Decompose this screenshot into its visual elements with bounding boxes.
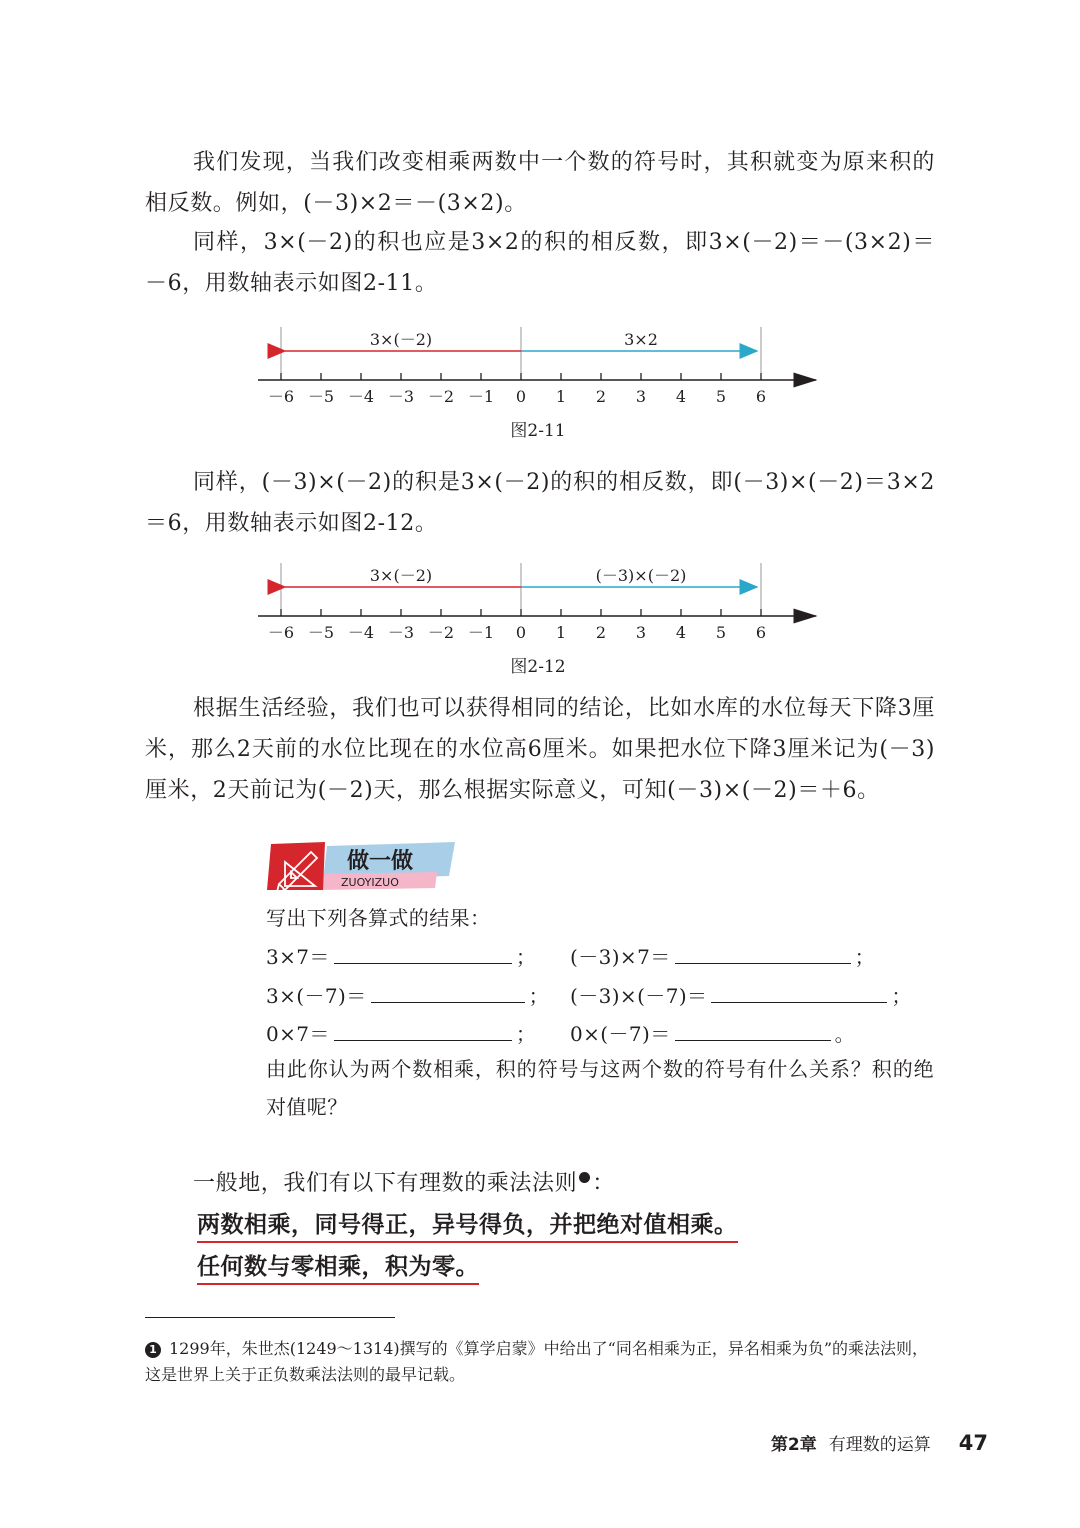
left-arrow-label: 3×(－2) [369, 330, 433, 349]
footnote-text: 1299年，朱世杰(1249～1314)撰写的《算学启蒙》中给出了“同名相乘为正，异名相乘为负”的乘法法则，这是世界上关于正负数乘法法则的最早记载。 [145, 1339, 929, 1384]
footnote [145, 1336, 935, 1388]
tick-label: 6 [755, 623, 767, 642]
tick-label: 5 [715, 623, 727, 642]
left-arrow-label: 3×(－2) [369, 566, 433, 585]
paragraph-3: 同样，(－3)×(－2)的积是3×(－2)的积的相反数，即(－3)×(－2)＝3×2＝6，用数轴表示如图2-12。 [145, 470, 935, 536]
exercise-instruction: 写出下列各算式的结果： [266, 906, 491, 930]
page-number: 47 [958, 1431, 988, 1455]
paragraph-4: 根据生活经验，我们也可以获得相同的结论，比如水库的水位每天下降3厘米，那么2天前的水位比现在的水位高6厘米。如果把水位下降3厘米记为(－3)厘米，2天前记为(－2)天，那么根据实际意义，可知(－3)×(－2)＝＋6。 [145, 696, 935, 803]
tick-label: －4 [347, 387, 375, 406]
paragraph-2: 同样，3×(－2)的积也应是3×2的积的相反数，即3×(－2)＝－(3×2)＝－6，用数轴表示如图2-11。 [145, 230, 935, 296]
chapter-title: 有理数的运算 [828, 1435, 931, 1455]
footnote-reference-icon[interactable]: 1 [579, 1172, 590, 1183]
paragraph-1: 我们发现，当我们改变相乘两数中一个数的符号时，其积就变为原来积的相反数。例如，(－3)×2＝－(3×2)。 [145, 150, 935, 216]
expression: 0×7＝ [266, 1022, 330, 1046]
punct: ； [515, 945, 537, 969]
tick-label: 3 [635, 387, 647, 406]
exercise-item-3-left [266, 1016, 536, 1052]
paragraph-5 [145, 1163, 935, 1204]
expression: (－3)×(－7)＝ [570, 984, 708, 1008]
tick-label: －4 [347, 623, 375, 642]
tick-label: －1 [467, 623, 495, 642]
multiplication-rule-1: 两数相乘，同号得正，异号得负，并把绝对值相乘。 [197, 1206, 738, 1243]
exercise-title: 做一做 [347, 849, 414, 874]
tick-group [268, 609, 766, 642]
answer-blank[interactable] [711, 978, 887, 1003]
tick-label: －2 [427, 623, 455, 642]
figure-caption-2-12: 图2-12 [510, 657, 566, 677]
expression: 0×(－7)＝ [570, 1022, 671, 1046]
expression: 3×(－7)＝ [266, 984, 367, 1008]
paragraph-5-colon: ： [592, 1171, 615, 1196]
exercise-subtitle: ZUOYIZUO [341, 876, 399, 889]
multiplication-rule-2: 任何数与零相乘，积为零。 [197, 1248, 479, 1285]
exercise-item-2-right [570, 978, 912, 1014]
tick-label: －2 [427, 387, 455, 406]
punct: ； [854, 945, 876, 969]
tick-label: 0 [515, 623, 527, 642]
tick-label: 5 [715, 387, 727, 406]
page-footer [771, 1430, 988, 1455]
tick-label: 0 [515, 387, 527, 406]
exercise-banner [265, 840, 455, 892]
tick-label: －6 [267, 623, 295, 642]
expression: (－3)×7＝ [570, 945, 671, 969]
tick-label: 1 [555, 387, 567, 406]
tick-label: 6 [755, 387, 767, 406]
expression: 3×7＝ [266, 945, 330, 969]
footnote-divider [145, 1317, 395, 1318]
footnote-marker-icon: 1 [145, 1342, 161, 1358]
tick-group [268, 373, 766, 406]
answer-blank[interactable] [334, 939, 512, 964]
answer-blank[interactable] [675, 939, 851, 964]
number-line-figure-2-11 [250, 322, 830, 414]
tick-label: －5 [307, 623, 335, 642]
exercise-question: 由此你认为两个数相乘，积的符号与这两个数的符号有什么关系？积的绝对值呢？ [266, 1057, 934, 1119]
tick-label: －3 [387, 623, 415, 642]
tick-label: 4 [675, 387, 687, 406]
tick-label: －6 [267, 387, 295, 406]
paragraph-5-text: 一般地，我们有以下有理数的乘法法则 [193, 1171, 578, 1196]
tick-label: 4 [675, 623, 687, 642]
punct: ； [528, 984, 550, 1008]
answer-blank[interactable] [334, 1016, 512, 1041]
punct: 。 [834, 1022, 856, 1046]
tick-label: 2 [595, 387, 607, 406]
tick-label: 2 [595, 623, 607, 642]
tick-label: －3 [387, 387, 415, 406]
answer-blank[interactable] [675, 1016, 831, 1041]
number-line-figure-2-12 [250, 558, 830, 650]
tick-label: －1 [467, 387, 495, 406]
exercise-item-3-right [570, 1016, 855, 1052]
exercise-item-1-right [570, 939, 875, 975]
tick-label: 3 [635, 623, 647, 642]
answer-blank[interactable] [371, 978, 525, 1003]
exercise-item-2-left [266, 978, 549, 1014]
punct: ； [515, 1022, 537, 1046]
right-arrow-label: (－3)×(－2) [595, 566, 687, 585]
exercise-banner-graphic [265, 840, 455, 892]
tick-label: －5 [307, 387, 335, 406]
figure-caption-2-11: 图2-11 [510, 421, 566, 441]
right-arrow-label: 3×2 [624, 330, 658, 349]
chapter-number: 第2章 [770, 1435, 817, 1455]
tick-label: 1 [555, 623, 567, 642]
punct: ； [891, 984, 912, 1008]
exercise-item-1-left [266, 939, 536, 975]
